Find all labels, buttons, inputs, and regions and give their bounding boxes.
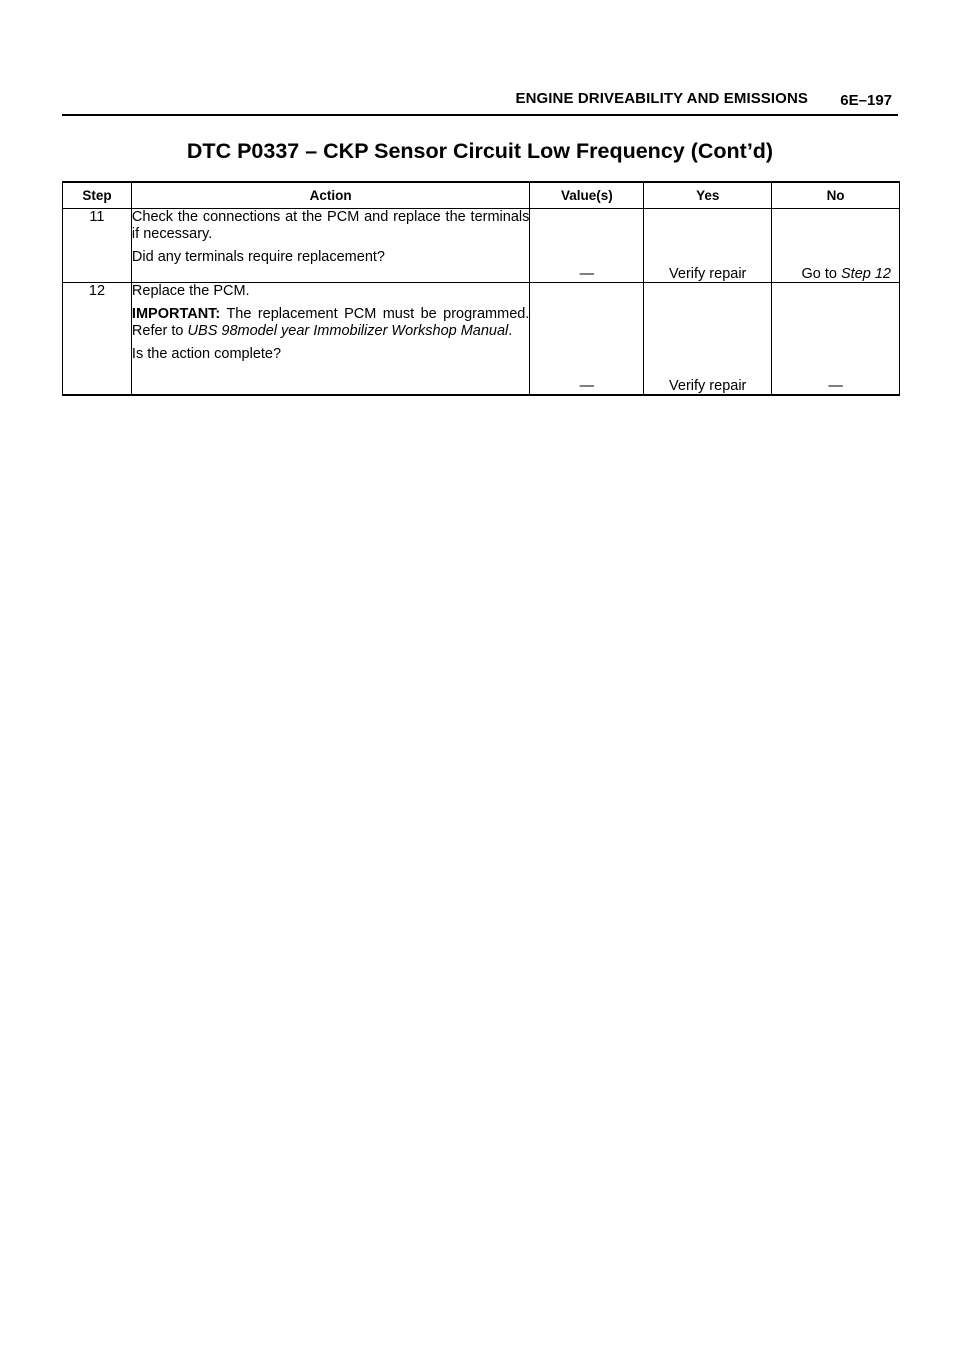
value-cell: — <box>530 283 644 395</box>
action-question: Did any terminals require replacement? <box>131 249 385 265</box>
no-prefix: Go to <box>801 266 837 282</box>
page-header <box>62 88 898 112</box>
yes-cell: Verify repair <box>644 283 772 395</box>
column-header-values: Value(s) <box>530 182 644 209</box>
step-number: 11 <box>63 209 132 283</box>
yes-cell: Verify repair <box>644 209 772 283</box>
no-cell: — <box>772 283 900 395</box>
important-label: IMPORTANT: <box>131 306 221 322</box>
header-rule <box>62 114 898 116</box>
manual-reference: UBS 98model year Immobilizer Workshop Manual <box>187 323 509 339</box>
column-header-action: Action <box>131 182 529 209</box>
document-title: DTC P0337 – CKP Sensor Circuit Low Frequency (Cont’d) <box>186 139 774 163</box>
table-row <box>63 283 900 395</box>
table-header-row <box>63 182 900 209</box>
action-cell <box>131 209 529 283</box>
action-instruction: Check the connections at the PCM and replace the terminals if necessary. <box>131 209 530 242</box>
step-number: 12 <box>63 283 132 395</box>
action-question: Is the action complete? <box>131 346 282 362</box>
table-row <box>63 209 900 283</box>
value-cell: — <box>530 209 644 283</box>
step-reference: Step 12 <box>841 266 891 282</box>
section-title: ENGINE DRIVEABILITY AND EMISSIONS <box>515 90 808 107</box>
page-number: 6E–197 <box>840 92 892 109</box>
column-header-yes: Yes <box>644 182 772 209</box>
diagnostic-table <box>62 181 900 396</box>
action-cell <box>131 283 529 395</box>
important-text: The replacement PCM must be programmed. Refer to <box>131 306 530 339</box>
no-cell <box>772 209 900 283</box>
column-header-step: Step <box>63 182 132 209</box>
column-header-no: No <box>772 182 900 209</box>
action-instruction: Replace the PCM. <box>131 283 250 299</box>
important-end: . <box>508 323 513 339</box>
important-note <box>132 306 529 340</box>
